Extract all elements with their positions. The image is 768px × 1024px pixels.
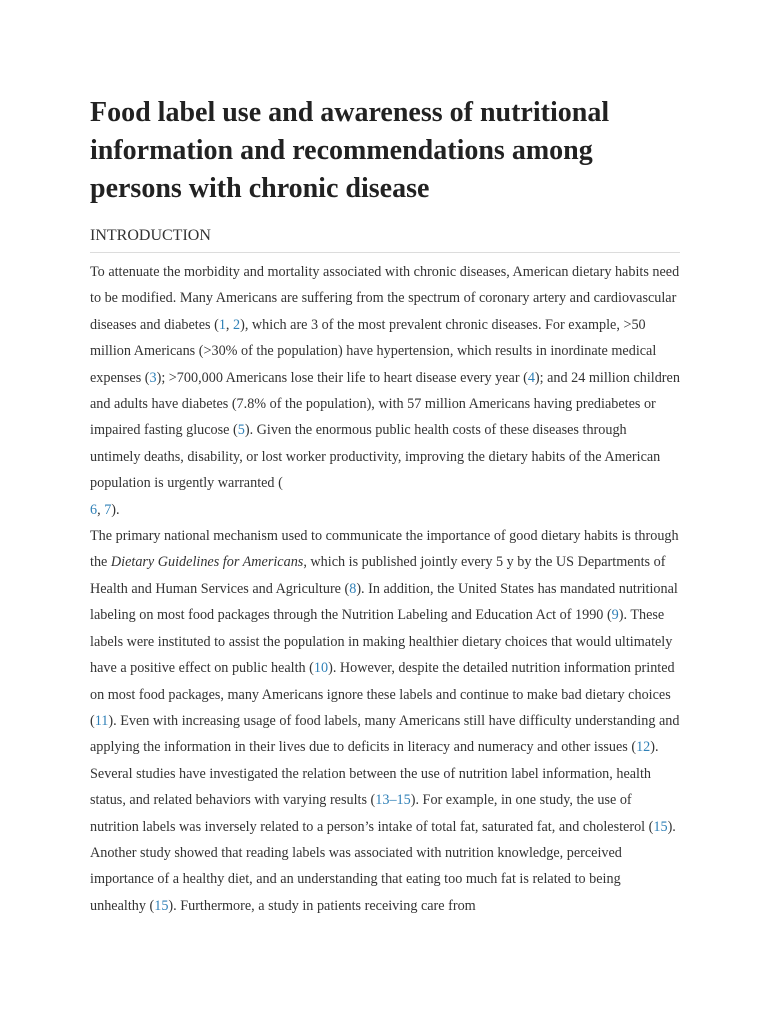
text-run: ). Even with increasing usage of food labels, many Americans still have difficulty understanding and applying the information in their lives due to deficits in literacy and numeracy and other issues ( [90, 712, 680, 756]
reference-link-13-15[interactable]: 13–15 [375, 792, 411, 809]
article [90, 94, 680, 919]
reference-link-7[interactable]: 7 [104, 501, 112, 518]
reference-link-2[interactable]: 2 [233, 316, 241, 333]
text-run: ). Given the enormous public health costs of these diseases through untimely deaths, disability, or lost worker productivity, improving the dietary habits of the American population is urgently warranted ( [90, 422, 661, 492]
text-run: ); >700,000 Americans lose their life to heart disease every year ( [156, 369, 528, 386]
text-run: The primary national mechanism used to communicate the importance of good dietary habits is through the [90, 528, 679, 571]
text-run: , which is published jointly every 5 y by the US Departments of Health and Human Services and Agriculture ( [90, 554, 666, 597]
text-run: , [225, 316, 234, 333]
reference-link-4[interactable]: 4 [527, 369, 535, 386]
paragraph-2 [90, 523, 680, 919]
text-run: ). These labels were instituted to assist the population in making healthier dietary choices that would ultimately have a positive effect on public health ( [90, 607, 673, 677]
text-run: ). Furthermore, a study in patients receiving care from [168, 897, 476, 914]
reference-link-9[interactable]: 9 [611, 607, 619, 624]
article-title: Food label use and awareness of nutritional information and recommendations among persons with chronic disease [90, 97, 610, 204]
reference-link-3[interactable]: 3 [149, 369, 157, 386]
text-run: ); and 24 million children and adults have diabetes (7.8% of the population), with 57 million Americans having prediabetes or impaired fasting glucose ( [90, 369, 680, 439]
reference-link-5[interactable]: 5 [237, 422, 245, 439]
text-run: ). Another study showed that reading labels was associated with nutrition knowledge, perceived importance of a healthy diet, and an understanding that eating too much fat is related to being unhealthy ( [90, 818, 676, 914]
reference-link-1[interactable]: 1 [218, 316, 226, 333]
text-run: ). Several studies have investigated the relation between the use of nutrition label information, health status, and related behaviors with varying results ( [90, 739, 659, 809]
text-run: ). In addition, the United States has mandated nutritional labeling on most food packages through the Nutrition Labeling and Education Act of 1990 ( [90, 580, 678, 624]
reference-link-15b[interactable]: 15 [154, 897, 169, 914]
text-run: ), which are 3 of the most prevalent chronic diseases. For example, >50 million Americans (>30% of the population) have hypertension, which results in inordinate medical expenses ( [90, 316, 657, 386]
text-run: ). For example, in one study, the use of nutrition labels was inversely related to a person’s intake of total fat, saturated fat, and cholesterol ( [90, 792, 654, 835]
text-run: To attenuate the morbidity and mortality associated with chronic diseases, American dietary habits need to be modified. Many Americans are suffering from the spectrum of coronary artery and cardiovascular diseases and diabetes ( [90, 264, 680, 333]
text-run: , [97, 501, 105, 518]
text-run: ). [111, 501, 120, 518]
paragraph-1 [90, 259, 680, 523]
reference-link-15a[interactable]: 15 [653, 818, 668, 835]
section-heading-introduction: INTRODUCTION [90, 224, 680, 253]
reference-link-8[interactable]: 8 [349, 580, 357, 597]
guidelines-title-italic: Dietary Guidelines for Americans [110, 554, 304, 571]
reference-link-11[interactable]: 11 [94, 712, 109, 729]
reference-link-10[interactable]: 10 [313, 660, 329, 677]
reference-link-12[interactable]: 12 [636, 739, 651, 756]
reference-link-6[interactable]: 6 [90, 501, 98, 518]
text-run: ). However, despite the detailed nutrition information printed on most food packages, many Americans ignore these labels and continue to make bad dietary choices ( [90, 660, 675, 729]
